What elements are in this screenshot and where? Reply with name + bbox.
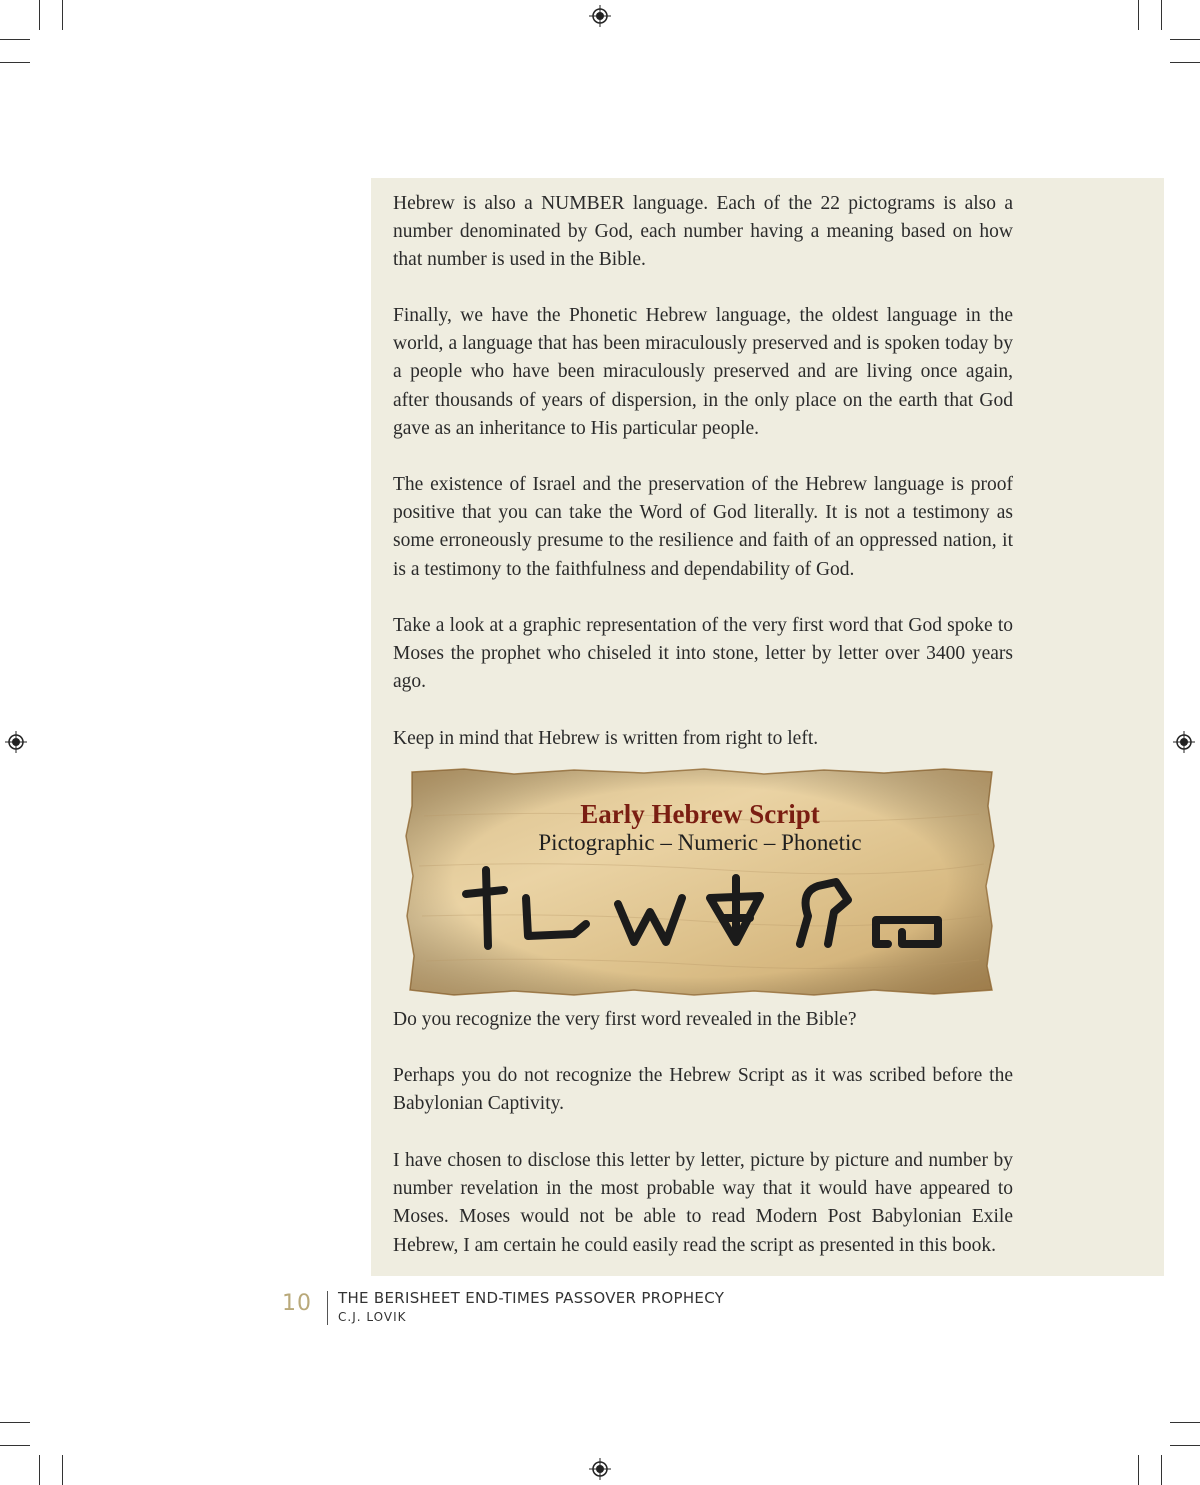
paragraph: Take a look at a graphic representation of the very first word that God spoke to Moses the prophet who chiseled it into stone, letter by letter over 3400 years ago. — [393, 615, 1013, 693]
crop-mark — [62, 1455, 63, 1485]
paragraph: Hebrew is also a NUMBER language. Each of the 22 pictograms is also a number denominated by God, each number having a meaning based on how that number is used in the Bible. — [393, 193, 1013, 271]
crop-mark — [1170, 39, 1200, 40]
crop-mark — [0, 1422, 30, 1423]
paragraph: I have chosen to disclose this letter by letter, picture by picture and number by number revelation in the most probable way that it would have appeared to Moses. Moses would not be able to read Modern Post Babylonian Exile Hebrew, I am certain he could easily read the script as presented in this book. — [393, 1150, 1013, 1256]
crop-mark — [39, 0, 40, 30]
book-title: THE BERISHEET END-TIMES PASSOVER PROPHECY — [338, 1289, 725, 1307]
registration-mark-icon — [589, 1458, 611, 1480]
figure-subtitle: Pictographic – Numeric – Phonetic — [538, 830, 862, 855]
crop-mark — [1161, 1455, 1162, 1485]
page-number: 10 — [282, 1291, 312, 1316]
crop-mark — [0, 1445, 30, 1446]
figure-title: Early Hebrew Script — [580, 799, 820, 829]
crop-mark — [1170, 1445, 1200, 1446]
paragraph: Do you recognize the very first word revealed in the Bible? — [393, 1009, 857, 1030]
crop-mark — [62, 0, 63, 30]
paragraph: Keep in mind that Hebrew is written from right to left. — [393, 728, 819, 749]
paragraph: The existence of Israel and the preservation of the Hebrew language is proof positive that you can take the Word of God literally. It is not a testimony as some erroneously presume to the resilience and faith of an oppressed nation, it is a testimony to the faithfulness and dependability of God. — [393, 474, 1013, 580]
crop-mark — [1138, 0, 1139, 30]
crop-mark — [1170, 1422, 1200, 1423]
registration-mark-icon — [589, 5, 611, 27]
crop-mark — [1138, 1455, 1139, 1485]
crop-mark — [1161, 0, 1162, 30]
crop-mark — [39, 1455, 40, 1485]
crop-mark — [1170, 62, 1200, 63]
crop-mark — [0, 62, 30, 63]
early-hebrew-script-figure — [404, 766, 996, 998]
registration-mark-icon — [1173, 731, 1195, 753]
crop-mark — [0, 39, 30, 40]
registration-mark-icon — [5, 731, 27, 753]
paragraph: Finally, we have the Phonetic Hebrew language, the oldest language in the world, a language that has been miraculously preserved and is spoken today by a people who have been miraculously preserved and are living once again, after thousands of years of dispersion, in the only place on the earth that God gave as an inheritance to His particular people. — [393, 305, 1013, 439]
paragraph: Perhaps you do not recognize the Hebrew Script as it was scribed before the Babylonian Captivity. — [393, 1065, 1013, 1115]
author-name: C.J. LOVIK — [338, 1310, 407, 1324]
footer-divider — [327, 1291, 328, 1325]
